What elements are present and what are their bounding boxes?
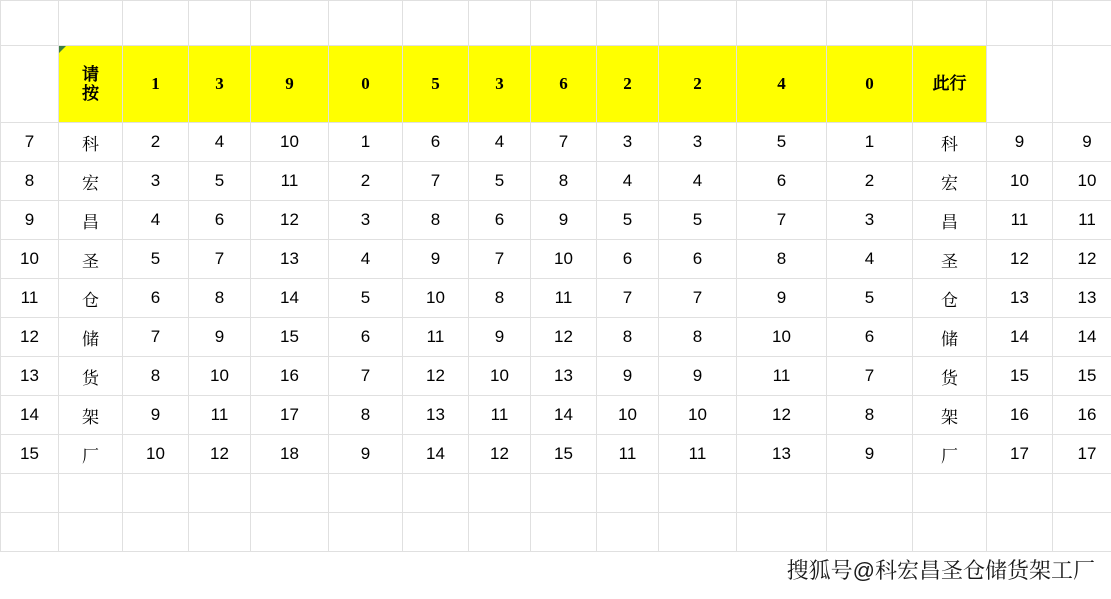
banner-digit-2: 3: [189, 46, 251, 123]
cell: 10: [123, 435, 189, 474]
cell: 11: [597, 435, 659, 474]
cell: 16: [251, 357, 329, 396]
cell: 5: [827, 279, 913, 318]
row-left-label: 圣: [59, 240, 123, 279]
banner-digit-4: 0: [329, 46, 403, 123]
row-right-index-b: 13: [1053, 279, 1111, 318]
row-right-index-b: 14: [1053, 318, 1111, 357]
row-right-index-b: 9: [1053, 123, 1111, 162]
cell: 10: [189, 357, 251, 396]
cell: 5: [659, 201, 737, 240]
row-right-index-b: 16: [1053, 396, 1111, 435]
cell: 9: [329, 435, 403, 474]
table-row: [1, 357, 1111, 396]
banner-digit-8: 2: [597, 46, 659, 123]
cell: 7: [737, 201, 827, 240]
row-right-label: 厂: [913, 435, 987, 474]
cell: 8: [737, 240, 827, 279]
empty-cell: [531, 1, 597, 46]
empty-cell: [531, 513, 597, 552]
banner-left-label-char-1: [59, 65, 122, 103]
empty-cell: [403, 1, 469, 46]
table-row: [1, 318, 1111, 357]
cell: 13: [403, 396, 469, 435]
cell: 6: [737, 162, 827, 201]
row-left-label: 货: [59, 357, 123, 396]
row-left-index: 14: [1, 396, 59, 435]
row-right-index-b: 12: [1053, 240, 1111, 279]
row-right-label: 储: [913, 318, 987, 357]
banner-digit-7: 6: [531, 46, 597, 123]
empty-cell: [329, 474, 403, 513]
cell: 11: [531, 279, 597, 318]
cell: 9: [827, 435, 913, 474]
cell: 6: [469, 201, 531, 240]
cell: 3: [827, 201, 913, 240]
cell: 7: [597, 279, 659, 318]
cell: 10: [403, 279, 469, 318]
cell: 11: [659, 435, 737, 474]
empty-cell: [659, 474, 737, 513]
row-right-index-b: 15: [1053, 357, 1111, 396]
empty-cell: [987, 1, 1053, 46]
row-right-index-b: 17: [1053, 435, 1111, 474]
cell: 1: [827, 123, 913, 162]
empty-cell: [987, 474, 1053, 513]
empty-cell: [1, 474, 59, 513]
row-right-index-a: 14: [987, 318, 1053, 357]
cell: 17: [251, 396, 329, 435]
cell: 8: [189, 279, 251, 318]
empty-cell: [987, 46, 1053, 123]
cell: 15: [531, 435, 597, 474]
row-right-index-a: 9: [987, 123, 1053, 162]
cell: 9: [531, 201, 597, 240]
empty-cell: [913, 1, 987, 46]
row-right-index-b: 10: [1053, 162, 1111, 201]
row-right-index-a: 16: [987, 396, 1053, 435]
cell: 5: [329, 279, 403, 318]
empty-cell: [251, 513, 329, 552]
cell: 11: [737, 357, 827, 396]
cell: 12: [737, 396, 827, 435]
row-left-label: 架: [59, 396, 123, 435]
cell: 12: [531, 318, 597, 357]
cell: 12: [403, 357, 469, 396]
cell: 7: [531, 123, 597, 162]
table-row: [1, 240, 1111, 279]
empty-cell: [1053, 46, 1111, 123]
empty-cell: [1053, 474, 1111, 513]
cell: 8: [597, 318, 659, 357]
watermark-text: 搜狐号@科宏昌圣仓储货架工厂: [786, 558, 1095, 583]
row-left-index: 15: [1, 435, 59, 474]
row-right-label: 昌: [913, 201, 987, 240]
empty-cell: [123, 1, 189, 46]
cell: 8: [123, 357, 189, 396]
row-right-label: 圣: [913, 240, 987, 279]
empty-cell: [1053, 513, 1111, 552]
row-right-label: 宏: [913, 162, 987, 201]
empty-cell: [737, 474, 827, 513]
row-left-label: 宏: [59, 162, 123, 201]
empty-cell: [1, 46, 59, 123]
empty-cell: [59, 1, 123, 46]
cell: 2: [827, 162, 913, 201]
banner-digit-11: 0: [827, 46, 913, 123]
empty-row: [1, 474, 1111, 513]
banner-left-label-char: 请: [82, 64, 99, 84]
cell: 11: [403, 318, 469, 357]
empty-cell: [329, 1, 403, 46]
cell: 4: [659, 162, 737, 201]
row-right-label: 架: [913, 396, 987, 435]
cell: 11: [189, 396, 251, 435]
cell: 8: [531, 162, 597, 201]
cell: 9: [597, 357, 659, 396]
banner-digit-10: 4: [737, 46, 827, 123]
cell: 11: [469, 396, 531, 435]
empty-cell: [913, 474, 987, 513]
empty-cell: [827, 1, 913, 46]
cell: 9: [469, 318, 531, 357]
table-row: [1, 123, 1111, 162]
cell: 13: [251, 240, 329, 279]
cell: 9: [737, 279, 827, 318]
cell: 4: [469, 123, 531, 162]
cell: 8: [659, 318, 737, 357]
empty-cell: [403, 513, 469, 552]
cell: 3: [329, 201, 403, 240]
row-left-index: 8: [1, 162, 59, 201]
cell: 2: [329, 162, 403, 201]
empty-cell: [469, 513, 531, 552]
table-row: [1, 396, 1111, 435]
cell: 5: [189, 162, 251, 201]
cell: 4: [329, 240, 403, 279]
banner-right-label: 此行: [913, 46, 987, 123]
empty-cell: [737, 513, 827, 552]
cell: 4: [827, 240, 913, 279]
cell: 8: [469, 279, 531, 318]
cell: 6: [597, 240, 659, 279]
cell: 7: [403, 162, 469, 201]
cell: 18: [251, 435, 329, 474]
empty-cell: [403, 474, 469, 513]
cell: 12: [189, 435, 251, 474]
cell: 7: [469, 240, 531, 279]
empty-cell: [597, 1, 659, 46]
empty-cell: [123, 474, 189, 513]
cell: 10: [469, 357, 531, 396]
banner-row: [1, 46, 1111, 123]
empty-cell: [597, 513, 659, 552]
cell: 10: [531, 240, 597, 279]
spacer-row: [1, 1, 1111, 46]
table-row: [1, 201, 1111, 240]
empty-cell: [827, 513, 913, 552]
empty-cell: [827, 474, 913, 513]
cell: 5: [737, 123, 827, 162]
row-left-index: 12: [1, 318, 59, 357]
empty-cell: [123, 513, 189, 552]
empty-cell: [987, 513, 1053, 552]
cell: 13: [737, 435, 827, 474]
row-left-index: 9: [1, 201, 59, 240]
banner-digit-1: 1: [123, 46, 189, 123]
empty-cell: [913, 513, 987, 552]
row-right-index-a: 17: [987, 435, 1053, 474]
cell: 6: [659, 240, 737, 279]
cell: 14: [531, 396, 597, 435]
row-right-index-a: 11: [987, 201, 1053, 240]
cell: 8: [403, 201, 469, 240]
cell: 5: [469, 162, 531, 201]
banner-digit-6: 3: [469, 46, 531, 123]
empty-cell: [1, 1, 59, 46]
cell: 14: [403, 435, 469, 474]
empty-cell: [469, 474, 531, 513]
cell: 6: [403, 123, 469, 162]
cell: 1: [329, 123, 403, 162]
empty-row: [1, 513, 1111, 552]
empty-cell: [189, 513, 251, 552]
cell: 10: [251, 123, 329, 162]
cell: 7: [659, 279, 737, 318]
empty-cell: [659, 1, 737, 46]
row-left-label: 厂: [59, 435, 123, 474]
cell: 15: [251, 318, 329, 357]
empty-cell: [189, 1, 251, 46]
cell: 12: [469, 435, 531, 474]
empty-cell: [1, 513, 59, 552]
cell: 7: [123, 318, 189, 357]
cell: 7: [827, 357, 913, 396]
table-row: [1, 279, 1111, 318]
cell: 6: [189, 201, 251, 240]
cell: 9: [123, 396, 189, 435]
row-right-label: 仓: [913, 279, 987, 318]
cell: 9: [659, 357, 737, 396]
row-left-index: 13: [1, 357, 59, 396]
cell: 9: [403, 240, 469, 279]
cell: 6: [827, 318, 913, 357]
banner-digit-5: 5: [403, 46, 469, 123]
banner-left-label-char: 按: [82, 84, 99, 103]
banner-left-label: [59, 46, 123, 123]
empty-cell: [531, 474, 597, 513]
cell: 6: [123, 279, 189, 318]
cell: 8: [329, 396, 403, 435]
empty-cell: [59, 513, 123, 552]
cell: 7: [329, 357, 403, 396]
cell: 3: [123, 162, 189, 201]
cell: 7: [189, 240, 251, 279]
cell: 10: [737, 318, 827, 357]
table-row: [1, 435, 1111, 474]
cell: 10: [597, 396, 659, 435]
banner-digit-3: 9: [251, 46, 329, 123]
row-right-label: 货: [913, 357, 987, 396]
empty-cell: [469, 1, 531, 46]
cell: 12: [251, 201, 329, 240]
row-left-label: 仓: [59, 279, 123, 318]
row-right-index-a: 13: [987, 279, 1053, 318]
empty-cell: [251, 474, 329, 513]
row-left-index: 10: [1, 240, 59, 279]
empty-cell: [597, 474, 659, 513]
row-right-index-a: 10: [987, 162, 1053, 201]
row-left-label: 储: [59, 318, 123, 357]
cell: 4: [123, 201, 189, 240]
row-right-index-a: 15: [987, 357, 1053, 396]
table-body: [1, 1, 1111, 552]
cell: 3: [659, 123, 737, 162]
row-left-label: 昌: [59, 201, 123, 240]
empty-cell: [59, 474, 123, 513]
banner-digit-9: 2: [659, 46, 737, 123]
cell: 11: [251, 162, 329, 201]
cell: 10: [659, 396, 737, 435]
cell: 8: [827, 396, 913, 435]
empty-cell: [737, 1, 827, 46]
cell: 13: [531, 357, 597, 396]
row-right-index-a: 12: [987, 240, 1053, 279]
cell: 5: [597, 201, 659, 240]
table-row: [1, 162, 1111, 201]
cell: 4: [189, 123, 251, 162]
row-right-label: 科: [913, 123, 987, 162]
empty-cell: [251, 1, 329, 46]
cell: 5: [123, 240, 189, 279]
cell: 14: [251, 279, 329, 318]
row-left-index: 7: [1, 123, 59, 162]
cell: 3: [597, 123, 659, 162]
cell: 4: [597, 162, 659, 201]
empty-cell: [659, 513, 737, 552]
cell: 9: [189, 318, 251, 357]
empty-cell: [189, 474, 251, 513]
cell: 2: [123, 123, 189, 162]
row-left-label: 科: [59, 123, 123, 162]
row-left-index: 11: [1, 279, 59, 318]
cell: 6: [329, 318, 403, 357]
row-right-index-b: 11: [1053, 201, 1111, 240]
empty-cell: [1053, 1, 1111, 46]
empty-cell: [329, 513, 403, 552]
